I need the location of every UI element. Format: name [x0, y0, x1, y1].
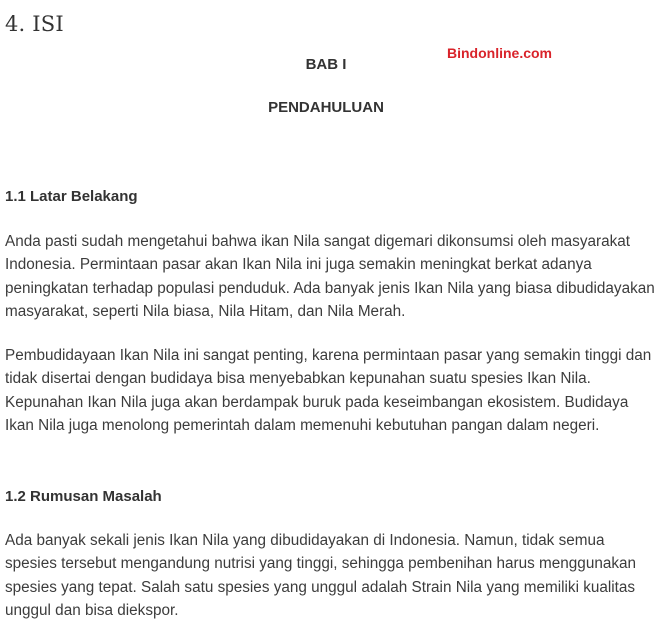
chapter-label: BAB I: [305, 56, 347, 73]
paragraph-latar-belakang-2: Pembudidayaan Ikan Nila ini sangat penting, karena permintaan pasar yang semakin tinggi dan tidak disertai dengan budidaya bisa menyebabkan kepunahan suatu spesies Ikan Nila. Kepunahan Ikan Nila juga akan berdampak buruk pada keseimbangan ekosistem. Budidaya Ikan Nila juga menolong pemerintah dalam memenuhi kebutuhan pangan dalam negeri.: [5, 347, 652, 435]
section-title: 4. ISI: [5, 12, 64, 36]
subsection-heading-latar-belakang: 1.1 Latar Belakang: [5, 188, 138, 205]
paragraph-rumusan-masalah-1: Ada banyak sekali jenis Ikan Nila yang dibudidayakan di Indonesia. Namun, tidak semua spesies tersebut mengandung nutrisi yang tinggi, sehingga pembenihan harus menggunakan spesies yang tepat. Salah satu spesies yang unggul adalah Strain Nila yang memiliki kualitas unggul dan bisa diekspor.: [5, 532, 637, 620]
paragraph-latar-belakang-1: Anda pasti sudah mengetahui bahwa ikan Nila sangat digemari dikonsumsi oleh masyarakat Indonesia. Permintaan pasar akan Ikan Nila ini juga semakin meningkat berkat adanya peningkatan terhadap populasi penduduk. Ada banyak jenis Ikan Nila yang biasa dibudidayakan masyarakat, seperti Nila biasa, Nila Hitam, dan Nila Merah.: [5, 233, 655, 321]
chapter-title: PENDAHULUAN: [268, 99, 384, 116]
watermark: Bindonline.com: [447, 45, 552, 61]
subsection-heading-rumusan-masalah: 1.2 Rumusan Masalah: [5, 488, 162, 505]
